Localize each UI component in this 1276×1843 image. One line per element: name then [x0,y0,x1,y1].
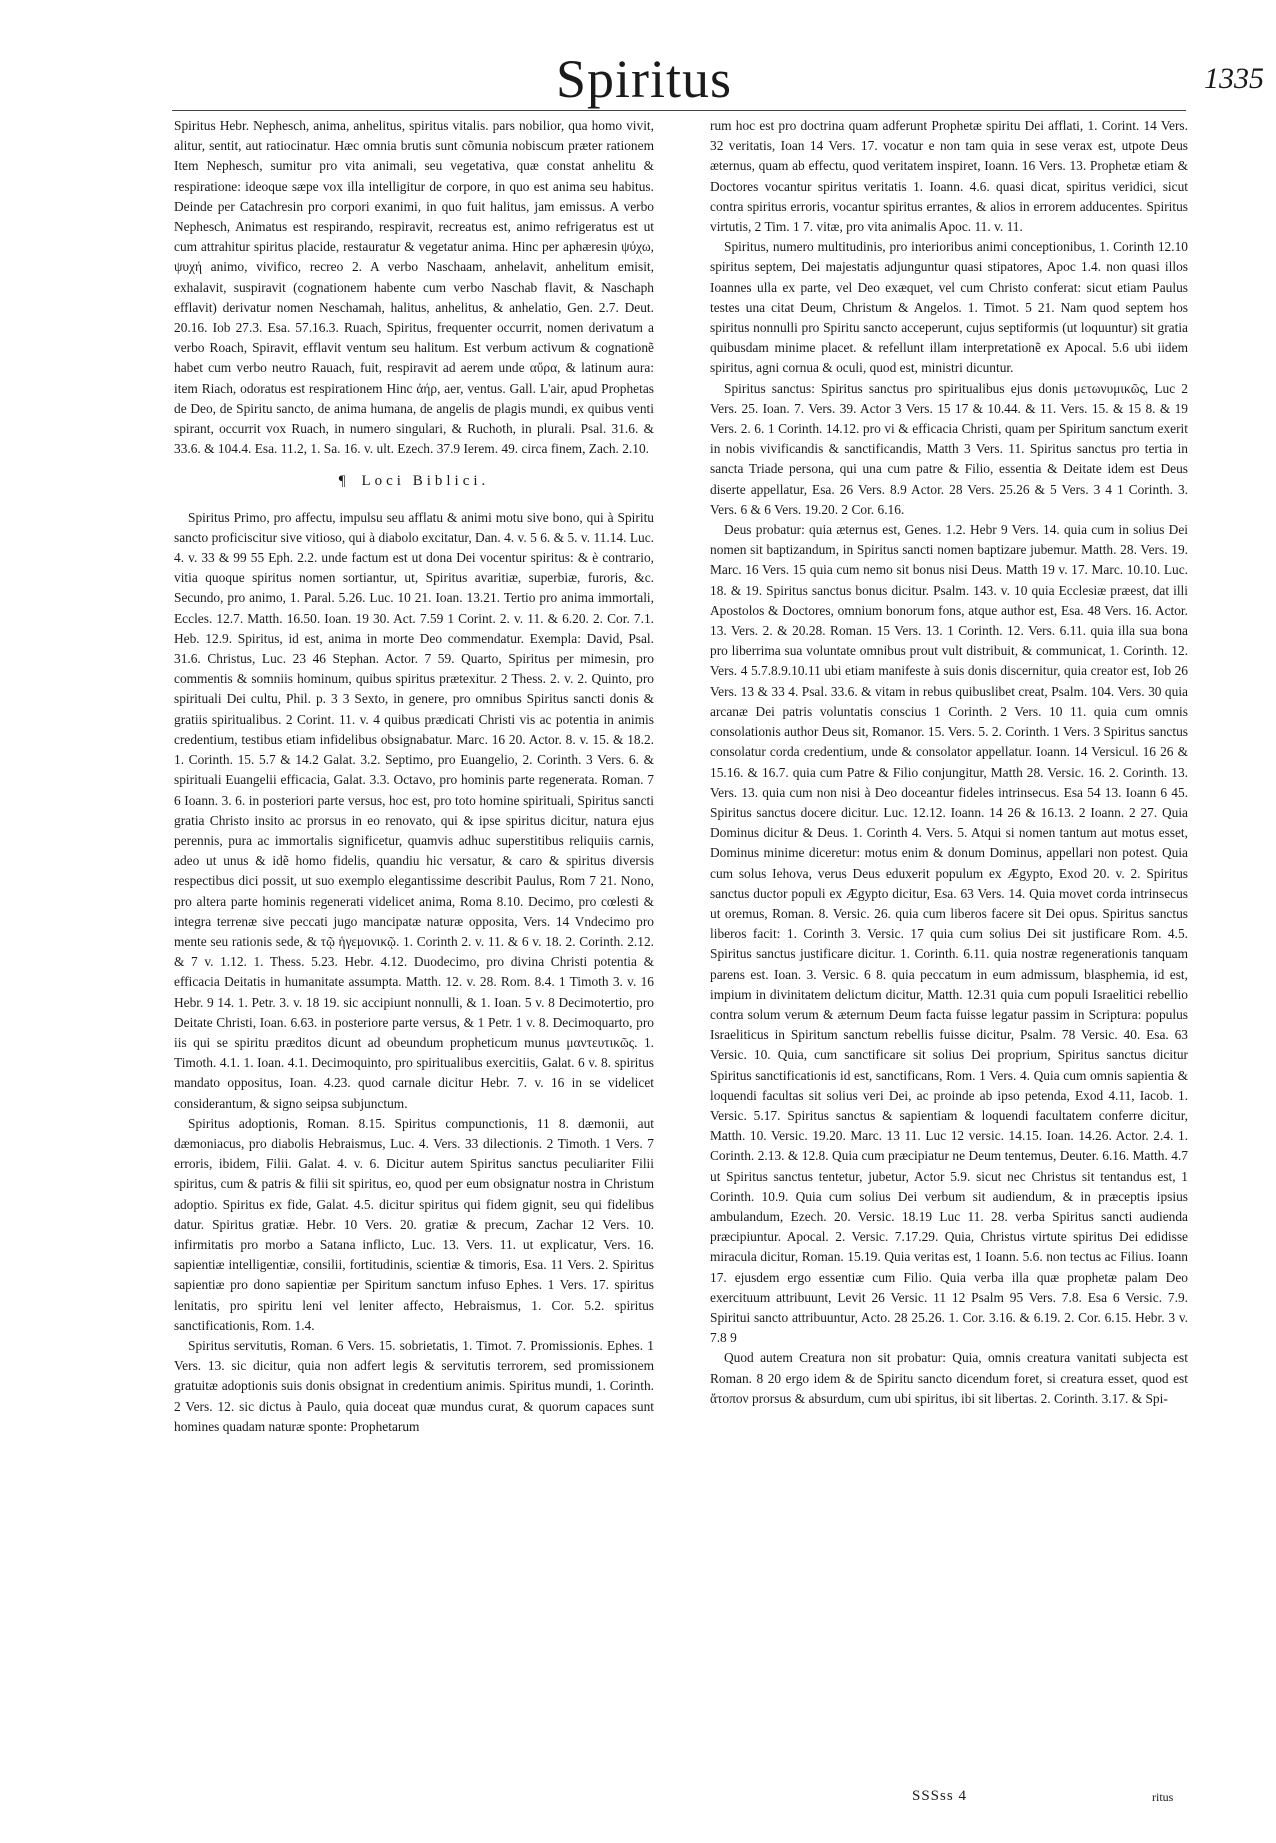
right-column [710,116,1188,1409]
paragraph-multitudinis: Spiritus, numero multitudinis, pro interioribus animi conceptionibus, 1. Corinth 12.10 spiritus septem, Dei majestatis adjunguntur quasi stipatores, Apoc 1.4. non quasi illos Ioannes ulla ex parte, vel Deo exæquet, vel cum Christo conferat: sicut etiam Paulus testes una citat Deum, Christum & Angelos. 1. Timot. 5 21. Nam quod septem hos spiritus nonnulli pro Spiritu sancto acceperunt, cujus septiformis (ut loquuntur) sit gratia quibusdam minime placet. & refellunt illam interpretationẽ ex Apocal. 5.6 ubi iidem spiritus, agni cornua & oculi, quod est, ministri dicuntur. [710,239,1188,376]
left-column [174,116,654,1437]
section-heading [174,471,654,491]
signature-mark: SSSss 4 [912,1788,967,1804]
section-heading-text: Loci Biblici. [361,473,490,490]
page-number: 1335 [1204,62,1264,95]
header-rule [172,110,1186,111]
paragraph-adoptionis: Spiritus adoptionis, Roman. 8.15. Spiritus compunctionis, 11 8. dæmonii, aut dæmoniacus, pro diabolis Hebraismus, Luc. 4. Vers. 33 dilectionis. 2 Timoth. 1 Vers. 7 erroris, ibidem, Filii. Galat. 4. v. 6. Dicitur autem Spiritus sanctus peculiariter Filii spiritus, cum & patris & filii sit spiritus, eo, quod per eum obsignatur nostra in Christum adoptio. Spiritus ex fide, Galat. 4.5. dicitur spiritus qui fidem gignit, seu qui fidelibus datur. Spiritus gratiæ. Hebr. 10 Vers. 20. gratiæ & precum, Zachar 12 Vers. 10. infirmitatis pro morbo a Satana inflicto, Luc. 13. Vers. 11. ut explicatur, Vers. 16. sapientiæ intelligentiæ, consilii, fortitudinis, scientiæ & timoris, Esa. 11 Vers. 2. Spiritus sapientiæ pro dono sapientiæ per Spiritum sanctum infuso Ephes. 1 Vers. 17. spiritus lenitatis, pro spiritu leni vel leniter affecto, Hebraismus, 1. Cor. 5.2. spiritus sanctificationis, Rom. 1.4. [174,1115,654,1333]
paragraph-spiritus-sanctus: Spiritus sanctus: Spiritus sanctus pro spiritualibus ejus donis μετωνυμικῶς, Luc 2 Vers. 25. Ioan. 7. Vers. 39. Actor 3 Vers. 15 17 & 10.44. & 11. Vers. 15. & 15 8. & 19 Vers. 2. 6. 1 Corinth. 14.12. pro vi & efficacia Christi, quam per Spiritum sanctum exerit in nobis vivificandis & sanctificandis, Matth 3 Vers. 11. Spiritus sanctus pro tertia in sancta Triade persona, qui una cum patre & Filio, essentia & Deitate idem est Deus diserte appellatur, Esa. 26 Vers. 8.9 Actor. 28 Vers. 25.26 & 5 Vers. 3 4 1 Corinth. 3. Vers. 6 & 6 Vers. 19.20. 2 Cor. 6.16. [710,380,1188,517]
catchword: ritus [1152,1790,1174,1804]
paragraph-creatura: Quod autem Creatura non sit probatur: Quia, omnis creatura vanitati subjecta est Roman. 8 20 ergo idem & de Spiritu sancto dicendum foret, si creatura esset, quod est ἄτοπον prorsus & absurdum, cum ubi spiritus, ibi sit libertas. 2. Corinth. 3.17. & Spi- [710,1350,1188,1406]
paragraph-senses: Spiritus Primo, pro affectu, impulsu seu afflatu & animi motu sive bono, qui à Spiritu sancto proficiscitur sive vitioso, qui à diabolo excitatur, Dan. 4. v. 5 6. & 5. v. 11.14. Luc. 4. v. 33 & 99 55 Eph. 2.2. unde factum est ut dona Dei vocentur spiritus: & è contrario, vitia quoque spiritus nomen sortiantur, ut, Spiritus avaritiæ, superbiæ, furoris, &c. Secundo, pro animo, 1. Paral. 5.26. Luc. 10 21. Ioan. 13.21. Tertio pro anima immortali, Eccles. 12.7. Matth. 16.50. Ioan. 19 30. Act. 7.59 1 Corint. 2. v. 11. & 6.20. 2. Cor. 7.1. Heb. 12.9. Spiritus, id est, anima in morte Deo commendatur. Exempla: David, Psal. 31.6. Christus, Luc. 23 46 Stephan. Actor. 7 59. Quarto, Spiritus per mimesin, pro commentis & somniis hominum, quibus spiritus prætexitur. 2 Thess. 2. v. 2. Quinto, pro spirituali Dei cultu, Phil. p. 3 3 Sexto, in genere, pro omnibus Spiritus sancti donis & gratiis spiritualibus. 2 Corint. 11. v. 4 quibus prædicati Christi vis ac potentia in animis credentium, testibus etiam infidelibus obsignabatur. Marc. 16 20. Actor. 8. v. 15. & 18.2. 1. Corinth. 15. 5.7 & 14.2 Galat. 3.2. Septimo, pro Euangelio, 2. Corinth. 3 Vers. 6. & spirituali Euangelii efficacia, Galat. 3.3. Octavo, pro hominis parte regenerata. Roman. 7 6 Ioann. 3. 6. in posteriori parte versus, hoc est, pro toto homine spirituali, Spiritus sancti gratia Christo insito ac prorsus in eo renovato, qui & ipse spiritus dicitur, natura ejus perennis, pura ac immortalis significetur, quamvis adhuc superstitibus reliquiis carnis, adeo ut unus & idẽ homo fidelis, quandiu hic versatur, & caro & spiritus diversis respectibus dici possit, ut suo exemplo elegantissime describit Paulus, Rom 7 21. Nono, pro altera parte hominis regenerati videlicet anima, Roma 8.10. Decimo, pro cœlesti & integra terrenæ sive peccati jugo mancipatæ naturæ opposita, Vers. 14 Vndecimo pro mente seu rationis sede, & τῷ ἡγεμονικῷ. 1. Corinth 2. v. 11. & 6 v. 18. 2. Corinth. 2.12. & 7 v. 1.12. 1. Thess. 5.23. Hebr. 4.12. Duodecimo, pro divina Christi potentia & efficacia Deitatis in humanitate assumpta. Matth. 12. v. 28. Rom. 8.4. 1 Timoth 3. v. 16 Hebr. 9 14. 1. Petr. 3. v. 18 19. sic accipiunt nonnulli, & 1. Ioan. 5 v. 8 Decimotertio, pro Deitate Christi, Ioan. 6.63. in posteriore parte versus, & 1 Petr. 1 v. 8. Decimoquarto, pro iis qui se spiritu præditos dicunt ad obeundum propheticum munus μαντευτικῶς. 1. Timoth. 4.1. 1. Ioan. 4.1. Decimoquinto, pro spiritualibus exercitiis, Galat. 6 v. 8. spiritus mandato oppositus, Ioan. 4.23. quod carnale dicitur Hebr. 7. v. 16 in se videlicet considerantum, & signo seipsa subjunctum. [174,509,654,1111]
paragraph-continuation: rum hoc est pro doctrina quam adferunt Prophetæ spiritu Dei afflati, 1. Corint. 14 Vers. 32 veritatis, Ioan 14 Vers. 17. vocatur e non tam quia in sese verax est, utpote Deus æternus, quam ab effectu, quod veritatem inspiret, Ioann. 16 Vers. 13. Prophetæ etiam & Doctores vocantur spiritus veritatis 1. Ioann. 4.6. quasi dicat, spiritus veridici, sicut contra spiritus erroris, vocantur spiritus errantes, & alios in errorem adducentes. Spiritus virtutis, 2 Tim. 1 7. vitæ, pro vita animalis Apoc. 11. v. 11. [710,118,1188,235]
paragraph-servitutis: Spiritus servitutis, Roman. 6 Vers. 15. sobrietatis, 1. Timot. 7. Promissionis. Ephes. 1 Vers. 13. sic dicitur, quia non adfert legis & servitutis terrorem, sed promissionem gratuitæ adoptionis suis donis obsignat in credentium animis. Spiritus mundi, 1. Corinth. 2 Vers. 12. sic dictus à Paulo, quia doceat quæ mundus curat, & quorum capaces sunt homines quadam naturæ sponte: Prophetarum [174,1337,654,1434]
paragraph-deus-probatur: Deus probatur: quia æternus est, Genes. 1.2. Hebr 9 Vers. 14. quia cum in solius Dei nomen sit baptizandum, in Spiritus sancti nomen baptizare jubemur. Matth. 28. Vers. 19. Marc. 16 Vers. 15 quia cum nemo sit bonus nisi Deus. Matth 19 v. 17. Marc. 10.10. Luc. 18. & 19. Spiritus sanctus bonus dicitur. Psalm. 143. v. 10 quia Ecclesiæ præest, dat illi Apostolos & Doctores, omnium bonorum fons, atque author est, Esa. 48 Vers. 16. Actor. 13. Vers. 2. & 20.28. Roman. 15 Vers. 13. 1 Corinth. 12. Vers. 6.11. quia illa sua bona pro liberrima sua voluntate omnibus prout vult distribuit, & communicat, 1. Corinth. 12. Vers. 4 5.7.8.9.10.11 ubi etiam manifeste à suis donis discernitur, quia creator est, Iob 26 Vers. 13 & 33 4. Psal. 33.6. & vitam in rebus quibuslibet creat, Psalm. 104. Vers. 30 quia arcanæ Dei patris voluntatis conscius 1 Corinth. 2 Vers. 10 11. quia cum omnis consolationis author Deus sit, Romanor. 15. Vers. 5. 2. Corinth. 1 Vers. 3 Spiritus sanctus consolatur corda credentium, unde & consolator appellatur. Ioann. 14 Versicul. 16 26 & 15.16. & 16.7. quia cum Patre & Filio conjungitur, Matth 28. Versic. 16. 2. Corinth. 13. Vers. 13. quia cum non nisi à Deo doceantur fideles intrinsecus. Esa 54 13. Ioann 6 45. Spiritus sanctus docere dicitur. Luc. 12.12. Ioann. 14 26 & 16.13. 2 Ioann. 2 27. Quia Dominus dicitur & Deus. 1. Corinth 4. Vers. 5. Atqui si nomen tantum aut motus esset, Dominus minime diceretur: motus enim & donum Dominus, appellari non potest. Quia cum solus Iehova, verus Deus eduxerit populum ex Ægypto, Exod 20. v. 2. Spiritus sanctus ductor populi ex Ægypto dicitur, Esa. 63 Vers. 14. Quia movet corda intrinsecus ut oremus, Roman. 8. Versic. 26. quia cum liberos facere sit Dei opus. Spiritus sanctus liberos facit: 1. Corinth 3. Versic. 17 quia cum solius Dei sit justificare Rom. 4.5. Spiritus sanctus justificare dicitur. 1. Corinth. 6.11. quia nostræ regenerationis tanquam parens est. Ioan. 3. Versic. 6 8. quia peccatum in eum admissum, blasphemia, id est, impium in divinitatem delictum dicitur, Matth. 12.31 quia cum populi Israelitici rebellio contra solum verum & æternum Deum facta fuisse legatur passim in Scriptura: populus Israeliticus in Spiritum sanctum rebellis fuisse dicitur, Psalm. 78 Versic. 40. Esa. 63 Versic. 10. Quia, cum sanctificare sit solius Dei proprium, Spiritus sanctus dicitur Spiritus sanctificationis id est, sanctificans, Rom. 1 Vers. 4. Quia cum omnis sapientia & loquendi facultas sit solius veri Dei, ac proinde ab ipso petenda, Exod 4.11, Iacob. 1. Versic. 5.17. Spiritus sanctus & sapientiam & loquendi facultatem conferre dicitur, Matth. 10. Versic. 19.20. Marc. 13 11. Luc 12 versic. 14.15. Ioan. 14.26. Actor. 2.4. 1. Corinth. 2.13. & 12.8. Quia cum præcipiatur ne Deum tentemus, Deuter. 6.16. Matth. 4.7 ut Spiritus sanctus tentetur, jubetur, Actor 5.9. sicut nec Christus sit tentandus est, 1 Corinth. 10.9. Quia cum solius Dei verbum sit audiendum, & in præceptis ipsius ambulandum, Ezech. 20. Versic. 18.19 Luc 11. 28. verba Spiritus sancti audienda præcipiuntur. Apocal. 2. Versic. 7.17.29. Quia, Christus virtute spiritus Dei edidisse miracula dicitur, Roman. 15.19. Quia veritas est, 1 Ioann. 5.6. non tectus ac Filius. Ioann 17. ejusdem ergo essentiæ cum Filio. Quia verba illa quæ prophetæ palam Deo exercituum attribuunt, Levit 26 Versic. 11 12 Psalm 95 Vers. 7.8. Esa 6 Versic. 7.9. Spiritui sancto attribuuntur, Acto. 28 25.26. 1. Cor. 3.16. & 6.19. 2. Cor. 6.15. Hebr. 3 v. 7.8 9 [710,522,1188,1346]
pilcrow-mark: ¶ [338,473,350,490]
running-title: Spiritus [556,49,733,109]
entry-etymology: Spiritus Hebr. Nephesch, anima, anhelitus, spiritus vitalis. pars nobilior, qua homo vivit, alitur, sentit, aut ratiocinatur. Hæc omnia brutis sunt cõmunia nobiscum præter rationem Item Nephesch, sumitur pro vita animali, seu vegetativa, quæ constat anhelitu & respiratione: ideoque sæpe vox illa intelligitur de corpore, in quo est anima seu habitus. Deinde per Catachresin pro corpori exanimi, in quo fuit halitus, jam emissus. A verbo Nephesch, Animatus est respirando, respiravit, recreatus est, animo refrigeratus est ut cum attrahitur spiritus placide, restauratur & vegetatur anima. Hinc per aphæresin ψύχω, ψυχή animo, vivifico, recreo 2. A verbo Naschaam, anhelavit, anhelitum emisit, exhalavit, suspiravit (cognationem habente cum verbo Naschab flavit, & Naschaph efflavit) derivatur nomen Neschamah, halitus, anhelitus, & anhelatio, Gen. 2.7. Deut. 20.16. Iob 27.3. Esa. 57.16.3. Ruach, Spiritus, frequenter occurrit, nomen derivatum a verbo Roach, Spiravit, efflavit ventum seu halitum. Est verbum activum & cognationẽ habet cum verbo neutro Rauach, fuit, respiravit ad aerem unde αὔρα, & latinum aura: item Riach, odoratus est respirationem Hinc ἀήρ, aer, ventus. Gall. L'air, apud Prophetas de Deo, de Spiritu sancto, de anima humana, de angelis de plagis mundi, ex quibus venti spirant, occurrit vox Ruach, in numero singulari, & Ruchoth, in plurali. Psal. 31.6. & 33.6. & 104.4. Esa. 11.2, 1. Sa. 16. v. ult. Ezech. 37.9 Ierem. 49. circa finem, Zach. 2.10. [174,118,654,457]
page-header [0,0,1276,110]
